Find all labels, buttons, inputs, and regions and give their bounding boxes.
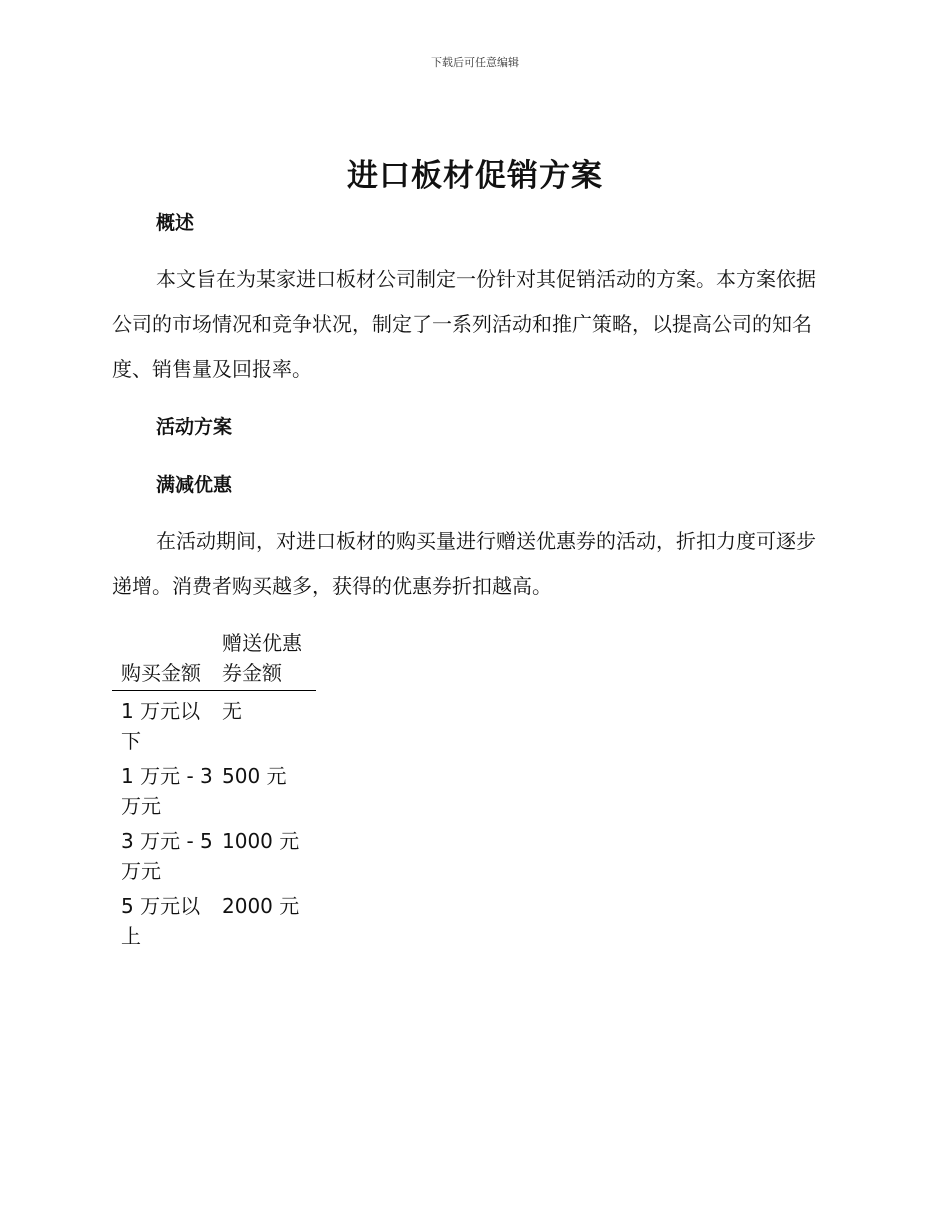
overview-paragraph: 本文旨在为某家进口板材公司制定一份针对其促销活动的方案。本方案依据公司的市场情况和竞争状况，制定了一系列活动和推广策略，以提高公司的知名度、销售量及回报率。	[112, 267, 816, 381]
section-heading-discount: 满减优惠	[156, 474, 233, 496]
table-row	[112, 821, 316, 886]
table-row	[112, 691, 316, 757]
column-header-coupon-amount: 赠送优惠券金额	[222, 631, 302, 685]
table-cell: 3 万元 - 5 万元	[121, 829, 213, 883]
section-heading-activity: 活动方案	[156, 416, 233, 438]
discount-paragraph: 在活动期间，对进口板材的购买量进行赠送优惠券的活动，折扣力度可逐步递增。消费者购买越多，获得的优惠券折扣越高。	[112, 529, 816, 598]
page-header-note: 下载后可任意编辑	[431, 56, 519, 69]
table-cell: 2000 元	[222, 894, 300, 918]
document-title: 进口板材促销方案	[347, 158, 603, 194]
coupon-table	[112, 628, 316, 951]
table-row	[112, 756, 316, 821]
table-cell: 500 元	[222, 764, 287, 788]
table-cell: 1 万元 - 3 万元	[121, 764, 213, 818]
table-row	[112, 886, 316, 951]
table-cell: 无	[222, 699, 242, 723]
table-header-row	[112, 628, 316, 691]
section-heading-overview: 概述	[156, 212, 195, 234]
table-cell: 5 万元以上	[121, 894, 201, 948]
table-cell: 1000 元	[222, 829, 300, 853]
table-cell: 1 万元以下	[121, 699, 201, 753]
column-header-purchase-amount: 购买金额	[121, 661, 201, 685]
